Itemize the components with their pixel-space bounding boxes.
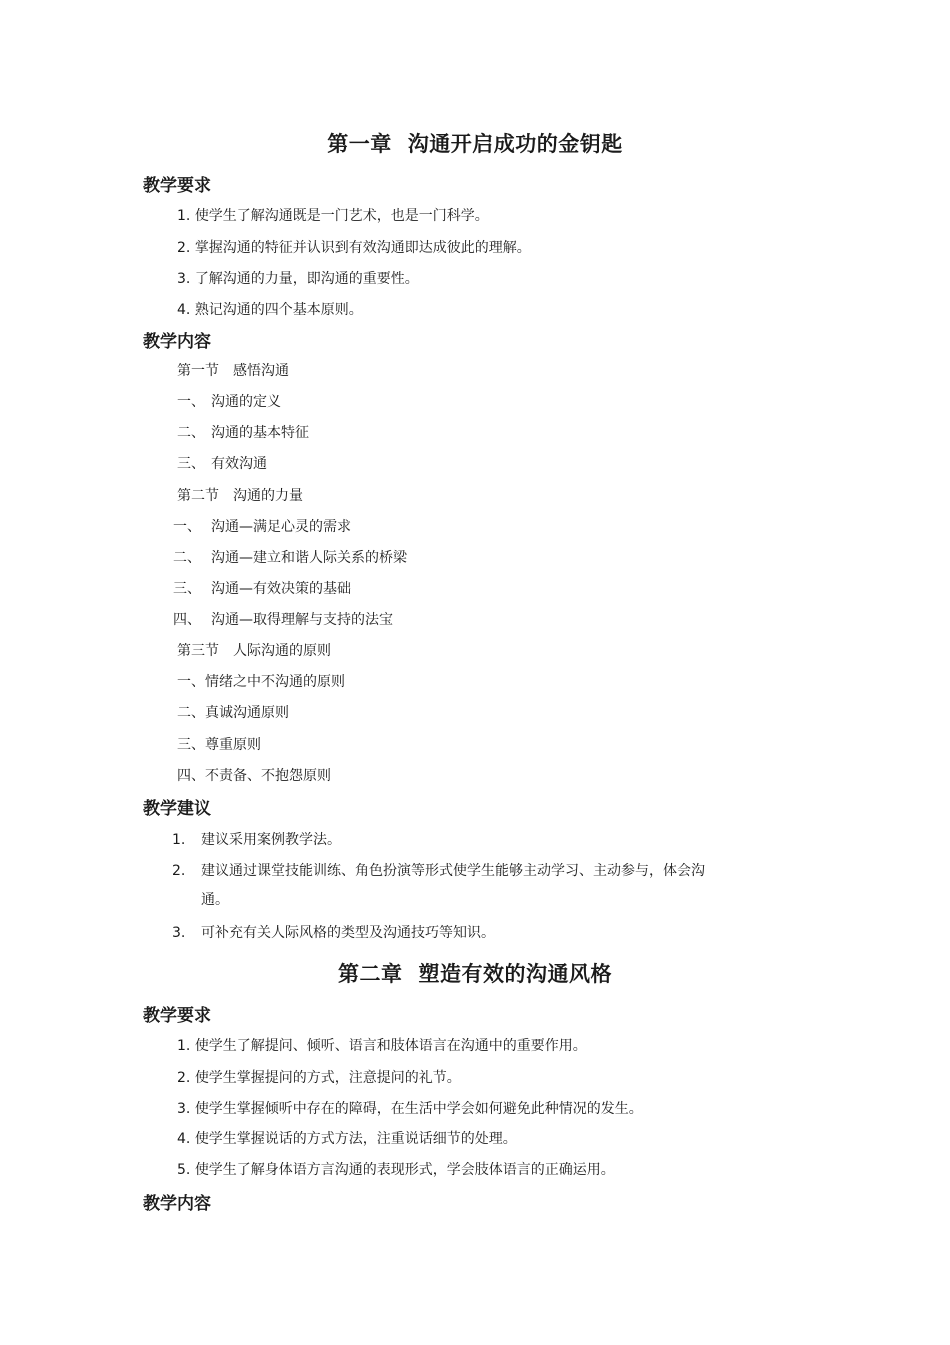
list-item [177, 237, 531, 257]
list-item [173, 609, 393, 629]
list-item-continuation: 通。 [201, 892, 229, 908]
list-item [177, 1035, 587, 1055]
list-item [177, 1067, 461, 1087]
list-item [177, 453, 267, 473]
list-item [172, 922, 495, 942]
ch2-requirements-heading: 教学要求 [143, 1006, 211, 1026]
list-item [173, 516, 351, 536]
section-title: 第二节 沟通的力量 [177, 488, 303, 504]
list-item [177, 671, 345, 691]
list-item [177, 299, 363, 319]
list-item [173, 547, 407, 567]
item-text: 沟通—建立和谐人际关系的桥梁 [211, 550, 407, 566]
list-item [177, 1098, 643, 1118]
item-number: 1. [177, 208, 191, 224]
item-number: 三、 [177, 737, 205, 753]
item-number: 一、 [173, 519, 201, 535]
list-item [177, 268, 419, 288]
list-item [177, 422, 309, 442]
list-item [172, 860, 705, 880]
item-number: 1. [172, 832, 186, 848]
list-item [177, 734, 261, 754]
item-text: 沟通—取得理解与支持的法宝 [211, 612, 393, 628]
item-text: 使学生掌握说话的方式方法，注重说话细节的处理。 [194, 1131, 517, 1147]
item-number: 一、 [177, 674, 205, 690]
item-text: 建议采用案例教学法。 [201, 832, 341, 848]
item-number: 4. [177, 1131, 191, 1147]
item-text: 有效沟通 [211, 456, 267, 472]
list-item [177, 205, 489, 225]
list-item [177, 391, 281, 411]
chapter-1-number: 第一章 [327, 131, 392, 156]
section-title: 第一节 感悟沟通 [177, 363, 289, 379]
item-number: 四、 [177, 768, 205, 784]
item-number: 3. [177, 271, 191, 287]
item-number: 2. [172, 863, 186, 879]
chapter-1-title [0, 128, 950, 158]
item-number: 2. [177, 240, 191, 256]
item-text: 掌握沟通的特征并认识到有效沟通即达成彼此的理解。 [194, 240, 531, 256]
item-text: 尊重原则 [205, 737, 261, 753]
item-number: 四、 [173, 612, 201, 628]
list-item [173, 578, 351, 598]
item-number: 二、 [177, 425, 205, 441]
chapter-2-title-text: 塑造有效的沟通风格 [418, 961, 612, 986]
item-number: 三、 [177, 456, 205, 472]
item-text: 沟通—有效决策的基础 [211, 581, 351, 597]
item-text: 使学生掌握倾听中存在的障碍，在生活中学会如何避免此种情况的发生。 [194, 1101, 643, 1117]
item-text: 使学生了解提问、倾听、语言和肢体语言在沟通中的重要作用。 [194, 1038, 587, 1054]
chapter-2-title [0, 958, 950, 988]
ch1-requirements-heading: 教学要求 [143, 176, 211, 196]
item-number: 三、 [173, 581, 201, 597]
list-item [177, 1128, 517, 1148]
item-text: 可补充有关人际风格的类型及沟通技巧等知识。 [201, 925, 495, 941]
item-number: 二、 [173, 550, 201, 566]
item-number: 3. [177, 1101, 191, 1117]
chapter-2-number: 第二章 [338, 961, 403, 986]
item-text: 沟通的定义 [211, 394, 281, 410]
item-text: 使学生了解沟通既是一门艺术，也是一门科学。 [194, 208, 489, 224]
item-number: 1. [177, 1038, 191, 1054]
list-item [177, 1159, 615, 1179]
item-number: 4. [177, 302, 191, 318]
ch1-suggestions-heading: 教学建议 [143, 799, 211, 819]
item-number: 3. [172, 925, 186, 941]
item-text: 熟记沟通的四个基本原则。 [194, 302, 363, 318]
list-item [177, 765, 331, 785]
item-text: 不责备、不抱怨原则 [205, 768, 331, 784]
item-text: 情绪之中不沟通的原则 [205, 674, 345, 690]
ch2-content-heading: 教学内容 [143, 1194, 211, 1214]
list-item [177, 702, 289, 722]
item-text: 使学生了解身体语方言沟通的表现形式，学会肢体语言的正确运用。 [194, 1162, 615, 1178]
item-text: 沟通的基本特征 [211, 425, 309, 441]
list-item [172, 829, 341, 849]
item-text: 了解沟通的力量，即沟通的重要性。 [194, 271, 419, 287]
chapter-1-title-text: 沟通开启成功的金钥匙 [407, 131, 623, 156]
item-number: 二、 [177, 705, 205, 721]
ch1-content-heading: 教学内容 [143, 332, 211, 352]
section-title: 第三节 人际沟通的原则 [177, 643, 331, 659]
item-text: 沟通—满足心灵的需求 [211, 519, 351, 535]
item-number: 5. [177, 1162, 191, 1178]
item-number: 2. [177, 1070, 191, 1086]
item-number: 一、 [177, 394, 205, 410]
item-text: 建议通过课堂技能训练、角色扮演等形式使学生能够主动学习、主动参与，体会沟 [201, 863, 705, 879]
item-text: 使学生掌握提问的方式，注意提问的礼节。 [194, 1070, 461, 1086]
item-text: 真诚沟通原则 [205, 705, 289, 721]
